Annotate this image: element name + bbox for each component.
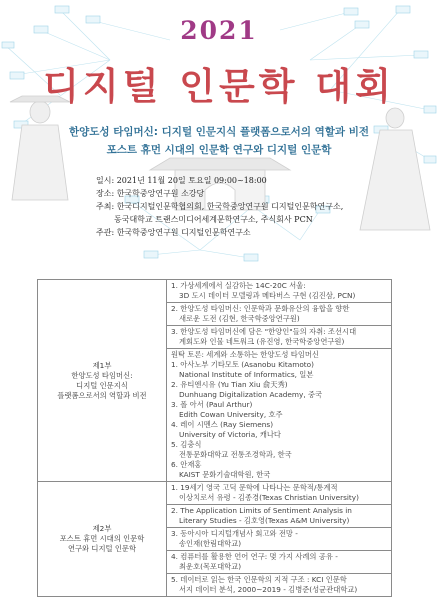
event-year: 2021 [180,16,258,45]
organizer-value: 한국학중앙연구원 디지털인문학연구소 [116,228,251,237]
panelist-affiliation: KAIST 문화기술대학원, 한국 [179,470,271,479]
panelist-affiliation: 전통문화대학교 전통조경학과, 한국 [179,450,292,459]
section-1-line: 디지털 인문지식 [76,380,128,390]
panelist-affiliation: National Institute of Informatics, 일본 [179,370,314,379]
info-venue [96,188,204,200]
panelist-affiliation: University of Victoria, 캐나다 [179,430,281,439]
session-line: 2. The Application Limits of Sentiment Analysis in [171,506,352,515]
session-item [167,551,392,574]
table-row [38,482,392,505]
info-date [96,175,267,187]
session-item [167,574,392,597]
panelist-name: 6. 안재홍 [171,460,202,469]
session-item [167,326,392,349]
session-line: 1. 가상세계에서 실감하는 14C-20C 서울: [171,281,306,290]
panelist-name: 4. 레이 시멘스 (Ray Siemens) [171,420,274,429]
panelist-name: 2. 유티엔시유 (Yu Tian Xiu 俞天秀) [171,380,288,389]
date-label: 일시: [96,176,115,185]
info-host [96,201,343,213]
session-line: 3. 동아시아 디지털개념사 회고와 전망 - [171,529,298,538]
session-line: 1. 19세기 영국 고딕 문학에 나타나는 문학적/통계적 [171,483,338,492]
host-line-2: 동국대학교 트랜스미디어세계문학연구소, 주식회사 PCN [114,215,313,224]
session-line: 3D 도시 데이터 모델링과 메타버스 구현 (김진삼, PCN) [179,291,356,300]
session-item [167,482,392,505]
venue-label: 장소: [96,189,115,198]
session-item [167,280,392,303]
session-line: 5. 데이터로 읽는 한국 인문학의 지적 구조 : KCI 인문학 [171,575,347,584]
program-table [37,279,392,597]
session-line: 2. 한양도성 타임머신: 인문학과 문화유산의 융합을 향한 [171,304,350,313]
section-2-label: 제2부 [92,524,112,533]
session-line: 최운호(목포대학교) [179,562,242,571]
venue-value: 한국학중앙연구원 소강당 [116,189,205,198]
section-1-line: 한양도성 타임머신: [71,370,133,380]
section-1-line: 플랫폼으로서의 역할과 비전 [57,390,147,400]
organizer-label: 주관: [96,228,115,237]
panelist-name: 3. 폴 아서 (Paul Arthur) [171,400,253,409]
info-organizer [96,227,251,239]
date-value: 2021년 11월 20일 토요일 09:00~18:00 [116,176,267,185]
section-1-title [38,280,167,482]
section-2-line: 연구와 디지털 인문학 [67,544,137,553]
session-line: 새로운 도전 (김현, 한국학중앙연구원) [179,314,300,323]
session-item [167,303,392,326]
panelist-affiliation: Edith Cowan University, 호주 [179,410,283,419]
roundtable-item [167,349,392,482]
roundtable-title: 원탁 토론: 세계와 소통하는 한양도성 타임머신 [171,350,319,359]
table-row [38,280,392,303]
session-line: 이상치로서 유령 - 김종경(Texas Christian University) [179,493,359,502]
session-line: Literary Studies - 김호영(Texas A&M University) [179,516,350,525]
session-line: 3. 한양도성 타임머신에 담은 "한양인"들의 자취: 조선시대 [171,327,357,336]
event-title: 디지털 인문학 대회 [43,65,395,108]
section-2-line: 포스트 휴먼 시대의 인문학 [59,534,145,543]
poster-header [0,0,438,268]
panelist-name: 5. 김충식 [171,440,202,449]
panelist-name: 1. 아사노부 기타모토 (Asanobu Kitamoto) [171,360,314,369]
subtitle-line-1: 한양도성 타임머신: 디지털 인문지식 플랫폼으로서의 역할과 비전 [69,126,369,138]
subtitle-line-2: 포스트 휴먼 시대의 인문학 연구와 디지털 인문학 [106,144,332,156]
session-line: 송인재(한림대학교) [179,539,242,548]
host-line-1: 한국디지털인문학협의회, 한국학중앙연구원 디지털인문학연구소, [116,202,344,211]
host-label: 주최: [96,202,115,211]
section-1-label: 제1부 [92,360,112,370]
session-line: 계회도와 인물 네트워크 (유진영, 한국학중앙연구원) [179,337,345,346]
section-2-title [38,482,167,597]
session-item [167,505,392,528]
session-line: 4. 컴퓨터를 활용한 언어 연구: 몇 가지 사례의 공유 - [171,552,338,561]
session-line: 서지 데이터 분석, 2000~2019 - 김병준(성균관대학교) [179,585,358,594]
panelist-affiliation: Dunhuang Digitalization Academy, 중국 [179,390,323,399]
session-item [167,528,392,551]
